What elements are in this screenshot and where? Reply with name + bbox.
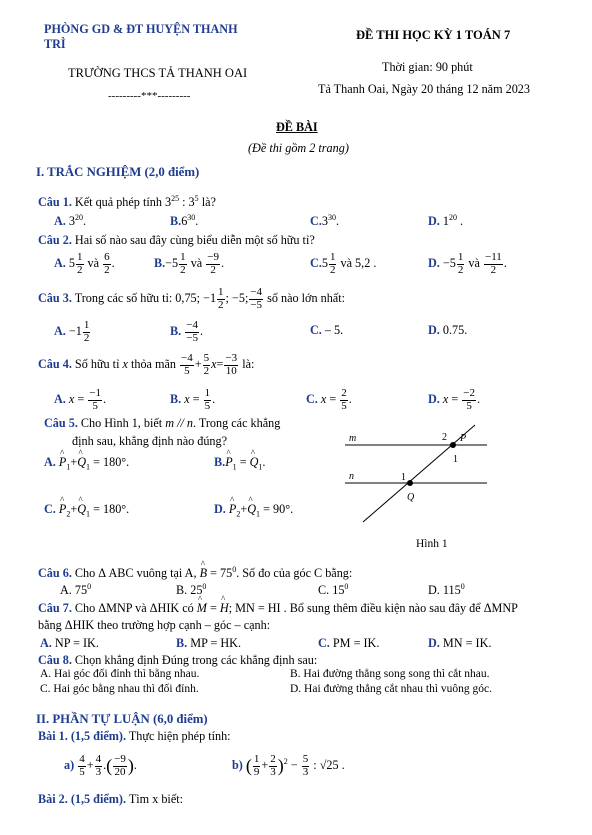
exam-time: Thời gian: 90 phút xyxy=(382,60,473,74)
question-1: Câu 1. Kết quả phép tính $3^{25}$ : $3^5$ là? xyxy=(38,194,216,210)
question-4: Câu 4. Số hữu tỉ x thỏa mãn $\frac{-4}{5}$ + $\frac{5}{2}$ x= $\frac{-3}{10}$ là: xyxy=(38,352,255,377)
q7-option-b[interactable]: B. MP = HK. xyxy=(176,636,242,650)
school-name: TRƯỜNG THCS TẢ THANH OAI xyxy=(68,66,248,80)
figure-caption: Hình 1 xyxy=(416,538,448,550)
q6-option-a[interactable]: A. $75^0$ xyxy=(60,582,92,598)
label-angle-1-p: 1 xyxy=(453,454,458,465)
label-m: m xyxy=(349,433,357,444)
bai-1: Bài 1. (1,5 điểm). Thực hiện phép tính: xyxy=(38,729,231,743)
q5-option-a[interactable]: A. ^ $P_1+\^{}$ $Q_1 = 180^\circ$. xyxy=(44,455,129,471)
transversal-line xyxy=(363,425,475,522)
dept-line2: TRÌ xyxy=(44,37,66,51)
bai-2: Bài 2. (1,5 điểm). Tìm x biết: xyxy=(38,792,184,806)
q8-option-b[interactable]: B. Hai đường thẳng song song thì cắt nhau. xyxy=(290,668,490,680)
q7-option-a[interactable]: A. NP = IK. xyxy=(40,636,99,650)
q3-option-a[interactable]: A. −1 $\frac{1}{2}$ xyxy=(54,319,90,344)
q2-option-c[interactable]: C.5 $\frac{1}{2}$ và 5,2 . xyxy=(310,251,377,276)
q6-option-d[interactable]: D. $115^0$ xyxy=(428,582,465,598)
q1-option-a[interactable]: A. $3^{20}$. xyxy=(54,213,87,229)
q1-option-d[interactable]: D. $1^{20}$ . xyxy=(428,213,464,229)
q4-option-a[interactable]: A. x = $\frac{-1}{5}$ . xyxy=(54,387,107,412)
label-angle-1-q: 1 xyxy=(401,472,406,483)
question-6: Câu 6. Cho Δ ABC vuông tại A, ^ $B = 75^0$. Số đo của góc C bằng: xyxy=(38,565,352,581)
q8-option-a[interactable]: A. Hai góc đối đỉnh thì bằng nhau. xyxy=(40,668,200,680)
point-q xyxy=(407,480,413,486)
q1-option-b[interactable]: $B.6^{30}$. xyxy=(170,213,199,229)
q5-option-d[interactable]: D. ^ $P_2+\^{}$ $Q_1 = 90^\circ$. xyxy=(214,502,293,518)
bai-1-b: b) ( $\frac{1}{9}$ + $\frac{2}{3}$ )$^2$ − $\frac{5}{3}$ : √25 . xyxy=(232,753,345,778)
de-bai-title: ĐỀ BÀI xyxy=(276,120,318,134)
label-p: P xyxy=(460,433,467,444)
q1-option-c[interactable]: $C.3^{30}$. xyxy=(310,213,339,229)
q2-option-b[interactable]: B.−5 $\frac{1}{2}$ và $\frac{-9}{2}$ . xyxy=(154,251,225,276)
stars-divider: ---------***--------- xyxy=(108,90,191,102)
q2-option-a[interactable]: A. 5 $\frac{1}{2}$ và $\frac{6}{2}$ . xyxy=(54,251,115,276)
q7-option-c[interactable]: C. PM = IK. xyxy=(318,636,380,650)
q3-option-d[interactable]: D. 0.75. xyxy=(428,323,468,337)
figure-1 xyxy=(335,420,495,525)
question-2: Câu 2. Hai số nào sau đây cùng biểu diễn một số hữu tỉ? xyxy=(38,233,315,247)
dept-line1: PHÒNG GD & ĐT HUYỆN THANH xyxy=(44,22,238,36)
q4-option-b[interactable]: B. x = $\frac{1}{5}$ . xyxy=(170,387,216,412)
q6-option-c[interactable]: C. $15^0$ xyxy=(318,582,349,598)
q3-option-b[interactable]: B. $\frac{-4}{-5}$ . xyxy=(170,319,203,344)
q6-option-b[interactable]: B. $25^0$ xyxy=(176,582,207,598)
q2-option-d[interactable]: D. −5 $\frac{1}{2}$ và $\frac{-11}{2}$ . xyxy=(428,251,507,276)
q7-option-d[interactable]: D. MN = IK. xyxy=(428,636,492,650)
q3-option-c[interactable]: C. – 5. xyxy=(310,323,344,337)
bai-1-a: a) $\frac{4}{5}$ + $\frac{4}{3}$ .( $\frac{-9}{20}$ ). xyxy=(64,753,137,778)
part2-heading: II. PHẦN TỰ LUẬN (6,0 điểm) xyxy=(36,712,208,726)
pages-note: (Đề thi gồm 2 trang) xyxy=(248,141,349,155)
question-5: Câu 5. Cho Hình 1, biết m // n. Trong các khẳng xyxy=(44,416,281,430)
question-7-line2: bằng ΔHIK theo trường hợp cạnh – góc – cạnh: xyxy=(38,618,271,632)
exam-title: ĐỀ THI HỌC KỲ 1 TOÁN 7 xyxy=(356,28,511,42)
point-p xyxy=(450,442,456,448)
label-angle-2: 2 xyxy=(442,432,447,443)
question-8: Câu 8. Chọn khẳng định Đúng trong các khẳng định sau: xyxy=(38,653,318,667)
q5-option-b[interactable]: B.^ $P_1$ = ^ $Q_1$. xyxy=(214,455,265,471)
q8-option-d[interactable]: D. Hai đường thẳng cắt nhau thì vuông góc. xyxy=(290,683,493,695)
question-5-line2: định sau, khẳng định nào đúng? xyxy=(72,434,228,448)
part1-heading: I. TRẮC NGHIỆM (2,0 điểm) xyxy=(36,165,200,179)
exam-date: Tả Thanh Oai, Ngày 20 tháng 12 năm 2023 xyxy=(318,82,530,96)
question-7: Câu 7. Cho ΔMNP và ΔHIK có ^ M = ^ H; MN = HI . Bổ sung thêm điều kiện nào sau đây để ΔMNP xyxy=(38,601,518,616)
q4-option-d[interactable]: D. x = $\frac{-2}{5}$ . xyxy=(428,387,481,412)
q4-option-c[interactable]: C. x = $\frac{2}{5}$ . xyxy=(306,387,352,412)
q8-option-c[interactable]: C. Hai góc bằng nhau thì đối đỉnh. xyxy=(40,683,199,695)
label-n: n xyxy=(349,471,354,482)
q5-option-c[interactable]: C. ^ $P_2+\^{}$ $Q_1 = 180^\circ$. xyxy=(44,502,129,518)
question-3: Câu 3. Trong các số hữu tỉ: 0,75; −1 $\frac{1}{2}$ ; −5; $\frac{-4}{-5}$ số nào lớn nhất: xyxy=(38,286,345,311)
label-q: Q xyxy=(407,492,415,503)
